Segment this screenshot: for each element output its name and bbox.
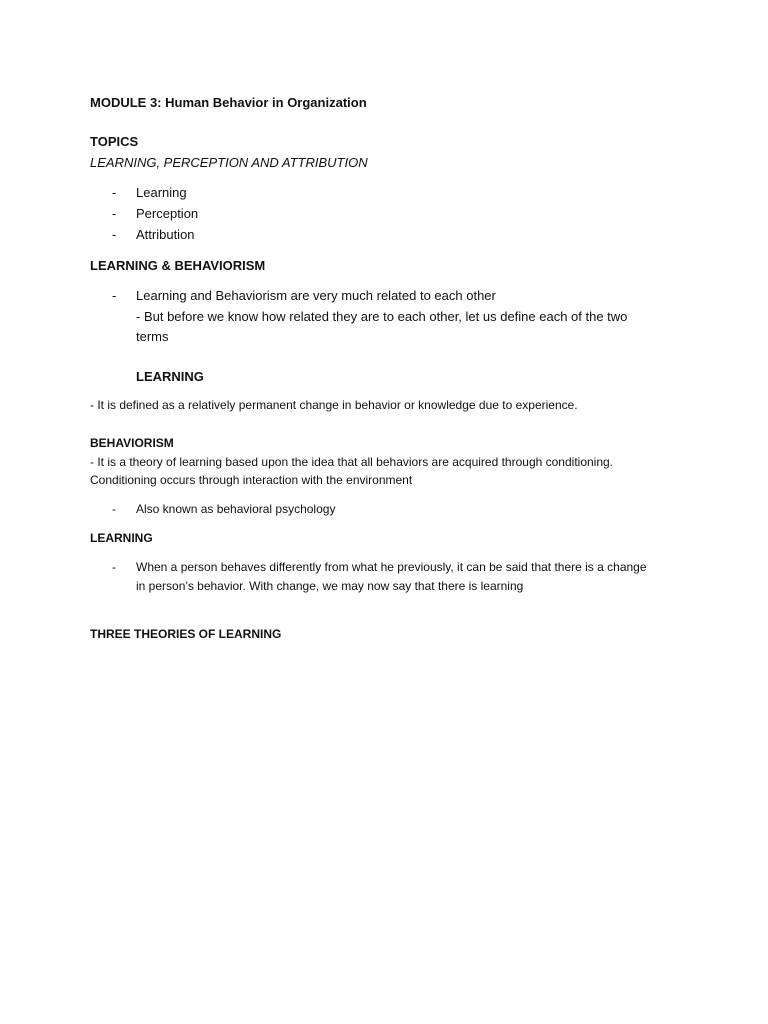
- bullet-marker: -: [112, 227, 117, 242]
- bullet-marker: -: [112, 288, 117, 303]
- topics-subtitle: LEARNING, PERCEPTION AND ATTRIBUTION: [90, 155, 368, 170]
- learning2-bullet-line2: in person’s behavior. With change, we may now say that there is learning: [136, 579, 524, 593]
- bullet-marker: -: [112, 502, 116, 516]
- lb-bullet-line3: terms: [136, 329, 169, 344]
- lb-bullet-line2: - But before we know how related they are to each other, let us define each of the two: [136, 309, 628, 324]
- topics-heading: TOPICS: [90, 134, 139, 149]
- bullet-marker: -: [112, 185, 117, 200]
- behaviorism-line1: - It is a theory of learning based upon the idea that all behaviors are acquired through conditioning.: [90, 455, 614, 469]
- three-theories-heading: THREE THEORIES OF LEARNING: [90, 627, 282, 641]
- lb-bullet-line1: Learning and Behaviorism are very much related to each other: [136, 288, 496, 303]
- topic-item-learning: Learning: [136, 185, 187, 200]
- behaviorism-bullet: Also known as behavioral psychology: [136, 502, 336, 516]
- learning-subheading: LEARNING: [136, 369, 204, 384]
- learning-definition: - It is defined as a relatively permanent change in behavior or knowledge due to experience.: [90, 398, 578, 412]
- bullet-marker: -: [112, 206, 117, 221]
- learning-behaviorism-heading: LEARNING & BEHAVIORISM: [90, 258, 266, 273]
- topic-item-attribution: Attribution: [136, 227, 195, 242]
- module-title: MODULE 3: Human Behavior in Organization: [90, 95, 367, 110]
- behaviorism-heading: BEHAVIORISM: [90, 436, 174, 450]
- learning2-heading: LEARNING: [90, 531, 153, 545]
- learning2-bullet-line1: When a person behaves differently from what he previously, it can be said that there is a change: [136, 560, 647, 574]
- behaviorism-line2: Conditioning occurs through interaction with the environment: [90, 473, 413, 487]
- bullet-marker: -: [112, 560, 116, 574]
- topic-item-perception: Perception: [136, 206, 199, 221]
